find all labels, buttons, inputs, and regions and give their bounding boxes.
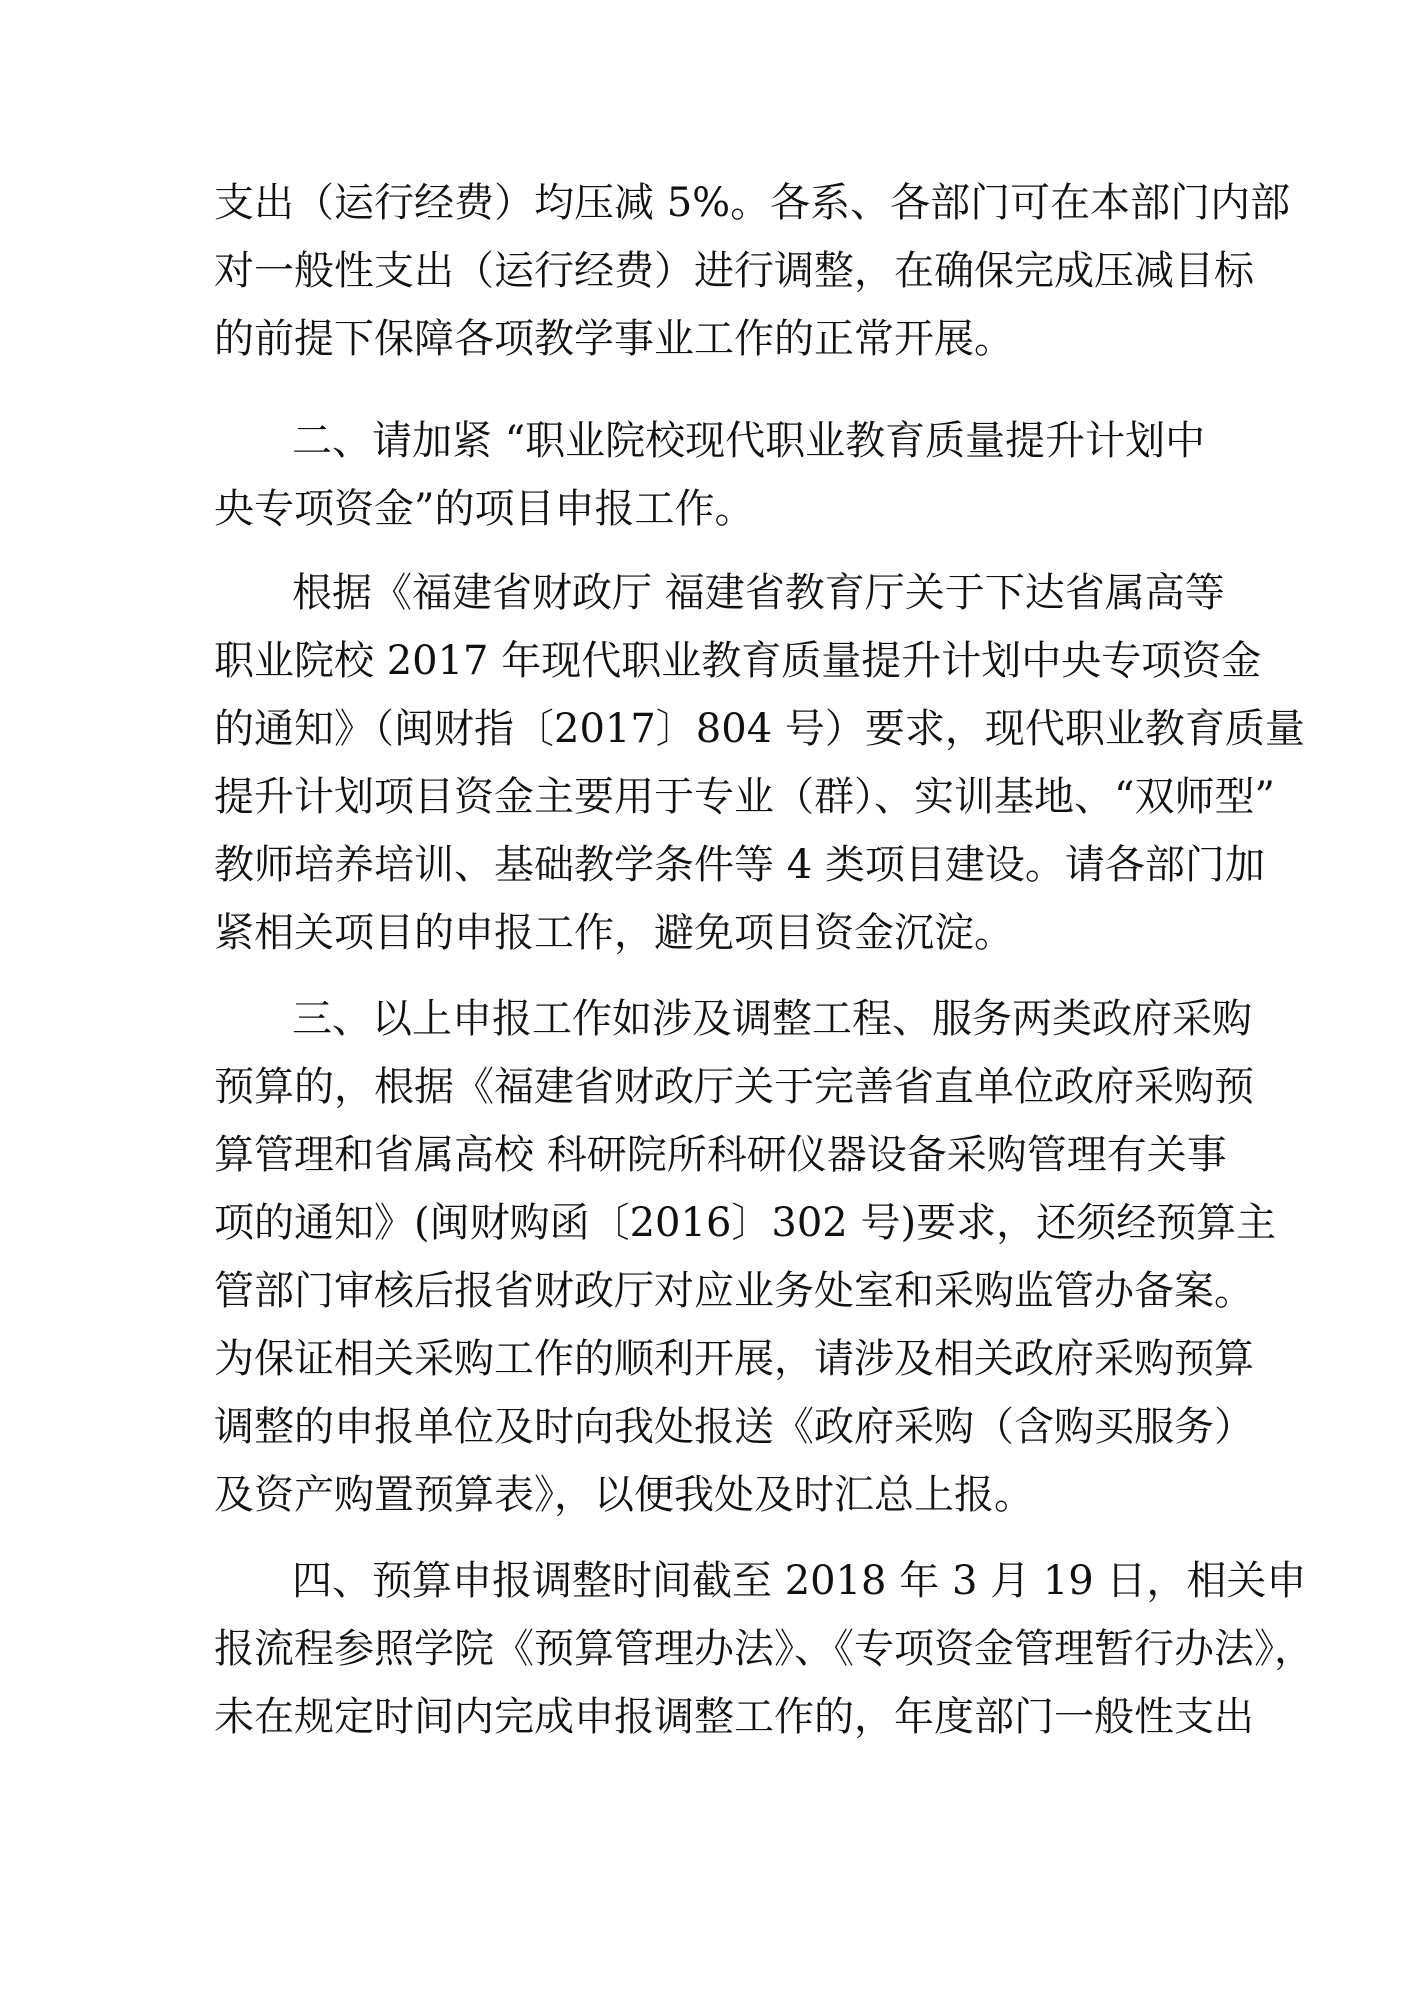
text-line: 四、预算申报调整时间截至 2018 年 3 月 19 日，相关申 [292, 1558, 1307, 1604]
text-line: 为保证相关采购工作的顺利开展，请涉及相关政府采购预算 [214, 1336, 1254, 1382]
text-line: 教师培养培训、基础教学条件等 4 类项目建设。请各部门加 [214, 842, 1265, 888]
text-line: 提升计划项目资金主要用于专业（群）、实训基地、“双师型” [214, 774, 1275, 820]
text-line: 项的通知》(闽财购函〔2016〕302 号)要求，还须经预算主 [214, 1200, 1277, 1246]
text-line: 根据《福建省财政厅 福建省教育厅关于下达省属高等 [292, 570, 1225, 616]
text-line: 报流程参照学院《预算管理办法》、《专项资金管理暂行办法》， [214, 1626, 1314, 1672]
text-line: 及资产购置预算表》，以便我处及时汇总上报。 [214, 1472, 1034, 1518]
text-line: 未在规定时间内完成申报调整工作的，年度部门一般性支出 [214, 1694, 1254, 1740]
text-line: 对一般性支出（运行经费）进行调整，在确保完成压减目标 [214, 248, 1254, 294]
text-line: 的通知》（闽财指〔2017〕804 号）要求，现代职业教育质量 [214, 706, 1305, 752]
text-line: 预算的，根据《福建省财政厅关于完善省直单位政府采购预 [214, 1064, 1254, 1110]
text-line: 管部门审核后报省财政厅对应业务处室和采购监管办备案。 [214, 1268, 1254, 1314]
text-line: 三、以上申报工作如涉及调整工程、服务两类政府采购 [292, 996, 1252, 1042]
text-line: 调整的申报单位及时向我处报送《政府采购（含购买服务） [214, 1404, 1254, 1450]
text-line: 的前提下保障各项教学事业工作的正常开展。 [214, 316, 1014, 362]
text-line: 算管理和省属高校 科研院所科研仪器设备采购管理有关事 [214, 1132, 1227, 1178]
text-line: 职业院校 2017 年现代职业教育质量提升计划中央专项资金 [214, 638, 1262, 684]
text-line: 央专项资金”的项目申报工作。 [214, 486, 755, 532]
text-line: 支出（运行经费）均压减 5%。各系、各部门可在本部门内部 [214, 180, 1291, 226]
text-line: 紧相关项目的申报工作，避免项目资金沉淀。 [214, 910, 1014, 956]
text-line: 二、请加紧 “职业院校现代职业教育质量提升计划中 [292, 418, 1206, 464]
